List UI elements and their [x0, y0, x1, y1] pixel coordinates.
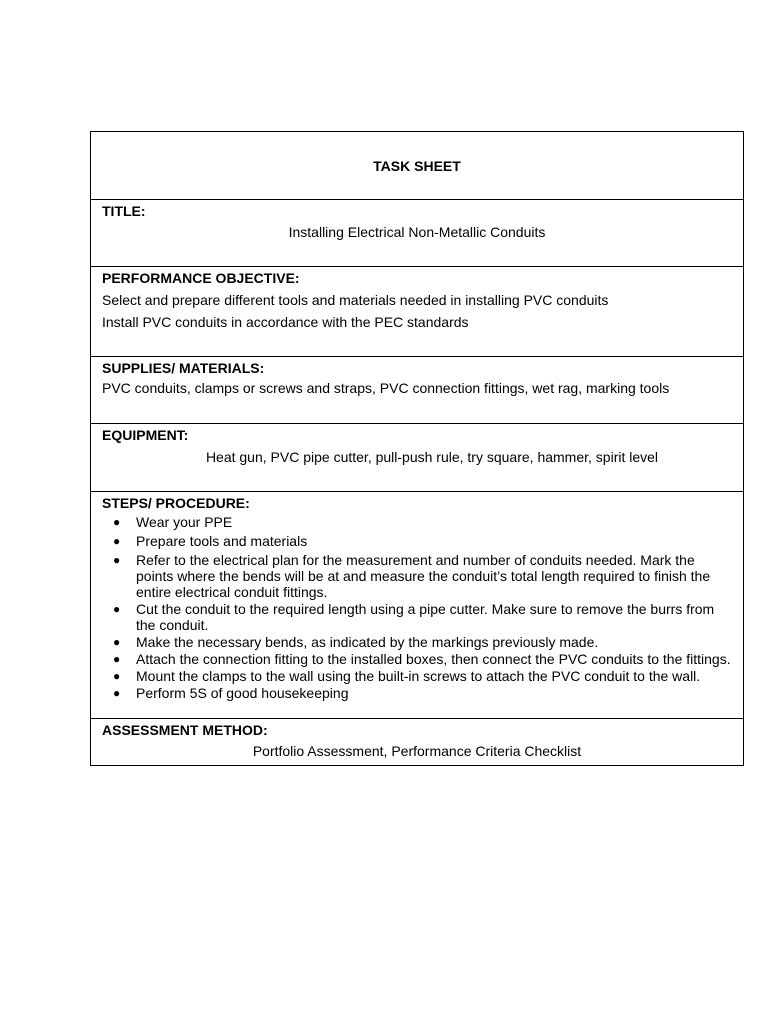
bullet-icon: ● — [113, 635, 121, 649]
task-sheet-table — [90, 131, 744, 766]
supplies-cell — [91, 357, 744, 424]
bullet-icon: ● — [113, 553, 121, 567]
sheet-heading: TASK SHEET — [373, 157, 461, 174]
bullet-icon: ● — [113, 602, 121, 616]
step-text: Prepare tools and materials — [136, 533, 308, 549]
bullet-icon: ● — [113, 686, 121, 700]
list-item — [102, 651, 732, 667]
objective-row — [91, 267, 744, 357]
equipment-cell — [91, 424, 744, 492]
objective-line-1: Select and prepare different tools and materials needed in installing PVC conduits — [102, 292, 609, 308]
list-item — [102, 601, 732, 633]
step-text: Wear your PPE — [136, 514, 233, 530]
objective-cell — [91, 267, 744, 357]
bullet-icon: ● — [113, 515, 121, 529]
header-cell — [91, 132, 744, 200]
bullet-icon: ● — [113, 652, 121, 666]
supplies-value: PVC conduits, clamps or screws and straps, PVC connection fittings, wet rag, marking tools — [102, 380, 670, 396]
list-item — [102, 552, 732, 600]
assessment-value: Portfolio Assessment, Performance Criteria Checklist — [252, 743, 582, 759]
assessment-label: ASSESSMENT METHOD: — [102, 722, 268, 738]
equipment-label: EQUIPMENT: — [102, 427, 189, 443]
header-row — [91, 132, 744, 200]
step-text: Cut the conduit to the required length using a pipe cutter. Make sure to remove the burrs from the conduit. — [136, 601, 715, 633]
steps-row — [91, 492, 744, 719]
list-item — [102, 668, 732, 684]
title-label: TITLE: — [102, 203, 146, 219]
list-item — [102, 514, 732, 530]
step-text: Refer to the electrical plan for the measurement and number of conduits needed. Mark the points where the bends will be at and measure the conduit’s total length required to finish the entire electrical conduit fittings. — [136, 552, 711, 600]
step-text: Perform 5S of good housekeeping — [136, 685, 349, 701]
objective-label: PERFORMANCE OBJECTIVE: — [102, 270, 300, 286]
supplies-row — [91, 357, 744, 424]
supplies-label: SUPPLIES/ MATERIALS: — [102, 360, 265, 376]
step-text: Mount the clamps to the wall using the built-in screws to attach the PVC conduit to the wall. — [136, 668, 701, 684]
steps-list — [102, 514, 732, 701]
objective-line-2: Install PVC conduits in accordance with the PEC standards — [102, 314, 469, 330]
list-item — [102, 685, 732, 701]
step-text: Make the necessary bends, as indicated by the markings previously made. — [136, 634, 599, 650]
title-value: Installing Electrical Non-Metallic Conduits — [288, 224, 546, 240]
title-cell — [91, 200, 744, 267]
step-text: Attach the connection fitting to the installed boxes, then connect the PVC conduits to the fittings. — [136, 651, 731, 667]
bullet-icon: ● — [113, 534, 121, 548]
bullet-icon: ● — [113, 669, 121, 683]
steps-label: STEPS/ PROCEDURE: — [102, 495, 250, 511]
list-item — [102, 634, 732, 650]
assessment-cell — [91, 719, 744, 766]
title-row — [91, 200, 744, 267]
equipment-value: Heat gun, PVC pipe cutter, pull-push rule, try square, hammer, spirit level — [205, 449, 659, 465]
equipment-row — [91, 424, 744, 492]
assessment-row — [91, 719, 744, 766]
steps-cell — [91, 492, 744, 719]
list-item — [102, 533, 732, 549]
